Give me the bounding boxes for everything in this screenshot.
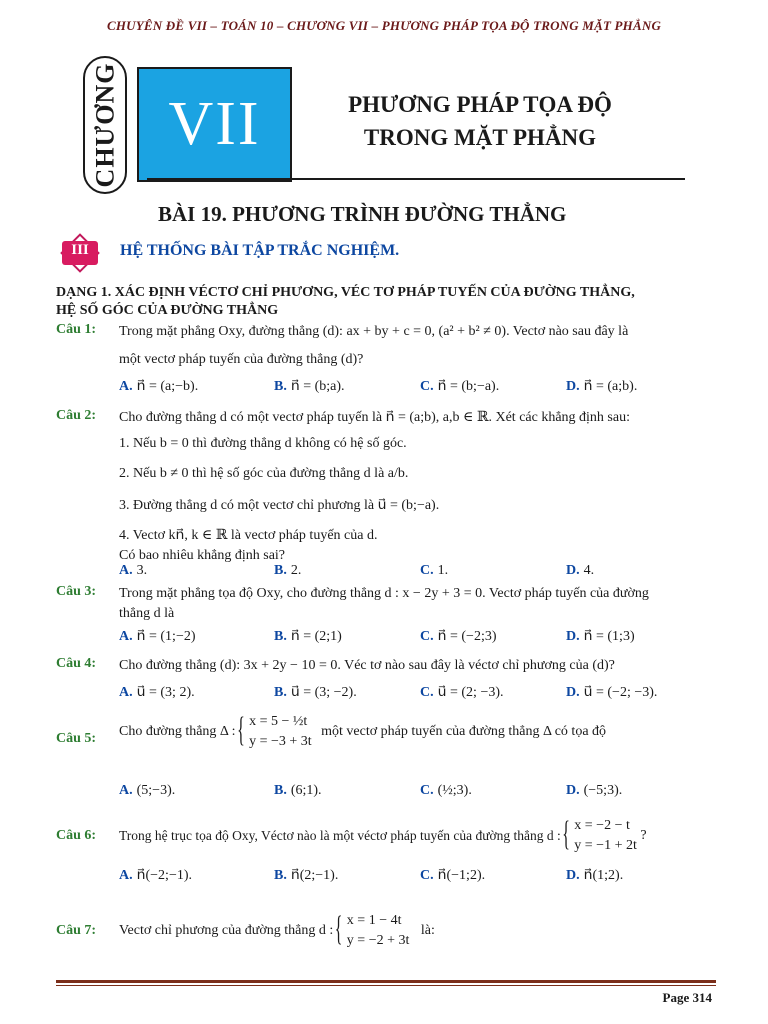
question-6-eq2: y = −1 + 2t <box>574 838 637 853</box>
question-5-post: một vectơ pháp tuyến của đường thẳng Δ có tọa độ <box>321 724 607 739</box>
q5-option-a <box>119 783 175 799</box>
question-2-statement4: 4. Vectơ kn⃗, k ∈ ℝ là vectơ pháp tuyến của d. <box>119 528 378 543</box>
q2-option-a <box>119 563 147 579</box>
option-letter: C. <box>420 629 434 644</box>
q2-option-b <box>274 563 301 579</box>
option-letter: D. <box>566 868 580 883</box>
option-value: 1. <box>437 563 449 578</box>
q3-option-b <box>274 628 342 645</box>
q3-option-d <box>566 628 635 645</box>
option-letter: B. <box>274 685 287 700</box>
q1-option-c <box>420 378 499 395</box>
option-letter: A. <box>119 783 133 798</box>
question-3-text <box>119 584 719 624</box>
option-letter: C. <box>420 563 434 578</box>
q1-option-b <box>274 378 345 395</box>
question-3-line1: Trong mặt phẳng tọa độ Oxy, cho đường thẳng d : x − 2y + 3 = 0. Vectơ pháp tuyến của đường <box>119 586 649 601</box>
page-number: Page 314 <box>662 990 712 1005</box>
question-6-pre: Trong hệ trục tọa độ Oxy, Véctơ nào là một véctơ pháp tuyến của đường thẳng d : <box>119 828 561 843</box>
option-value: u⃗ = (3; 2). <box>136 685 195 700</box>
question-5-label: Câu 5: <box>56 731 97 746</box>
question-4-line1: Cho đường thẳng (d): 3x + 2y − 10 = 0. Véc tơ nào sau đây là véctơ chỉ phương của (d)? <box>119 658 615 673</box>
option-letter: B. <box>274 563 287 578</box>
question-1-line1: Trong mặt phẳng Oxy, đường thẳng (d): ax + by + c = 0, (a² + b² ≠ 0). Vectơ nào sau đây là <box>119 324 629 339</box>
problem-type-line2: HỆ SỐ GÓC CỦA ĐƯỜNG THẲNG <box>56 303 279 318</box>
q1-option-a <box>119 378 198 395</box>
q6-option-b <box>274 867 338 884</box>
q5-option-d <box>566 783 622 799</box>
question-6-post: ? <box>640 828 647 843</box>
option-value: (6;1). <box>290 783 322 798</box>
section-numeral: III <box>71 242 89 258</box>
chapter-title-line2: TRONG MẶT PHẲNG <box>363 125 597 150</box>
option-letter: B. <box>274 783 287 798</box>
chapter-numeral: VII <box>168 90 261 158</box>
question-3-line2: thẳng d là <box>119 606 175 621</box>
chapter-number-box <box>137 67 292 182</box>
q3-option-c <box>420 628 497 645</box>
chapter-title <box>300 88 660 154</box>
q1-option-d <box>566 378 637 395</box>
option-letter: C. <box>420 868 434 883</box>
question-2-statement3: 3. Đường thẳng d có một vectơ chỉ phương là u⃗ = (b;−a). <box>119 498 440 513</box>
question-2-statement2: 2. Nếu b ≠ 0 thì hệ số góc của đường thẳng d là a/b. <box>119 466 409 481</box>
question-7-eq2: y = −2 + 3t <box>346 933 410 948</box>
question-7-eq1: { x = 1 − 4t <box>346 913 402 928</box>
question-7-post: là: <box>420 923 435 938</box>
question-5-eq2: y = −3 + 3t <box>249 734 312 749</box>
question-6-eq1: { x = −2 − t <box>574 818 630 833</box>
question-1-line2: một vectơ pháp tuyến của đường thẳng (d)? <box>119 352 364 367</box>
option-letter: D. <box>566 563 580 578</box>
option-value: n⃗ = (2;1) <box>290 629 342 644</box>
option-value: n⃗ = (b;−a). <box>437 379 500 394</box>
option-letter: C. <box>420 379 434 394</box>
option-value: (5;−3). <box>136 783 176 798</box>
option-value: n⃗(−1;2). <box>437 868 486 883</box>
footer-divider-thin <box>56 985 716 986</box>
q4-option-a <box>119 684 195 701</box>
question-7-text <box>119 911 719 951</box>
option-letter: A. <box>119 629 133 644</box>
question-1-text <box>119 322 719 370</box>
question-7-pre: Vectơ chỉ phương của đường thẳng d : <box>119 923 334 938</box>
option-letter: D. <box>566 629 580 644</box>
footer-divider <box>56 980 716 983</box>
option-value: n⃗ = (a;−b). <box>136 379 199 394</box>
problem-type-line1: DẠNG 1. XÁC ĐỊNH VÉCTƠ CHỈ PHƯƠNG, VÉC TƠ PHÁP TUYẾN CỦA ĐƯỜNG THẲNG, <box>56 285 635 300</box>
q6-option-a <box>119 867 192 884</box>
option-value: (−5;3). <box>583 783 623 798</box>
option-letter: D. <box>566 783 580 798</box>
chapter-title-line1: PHƯƠNG PHÁP TỌA ĐỘ <box>348 92 612 117</box>
lesson-title: BÀI 19. PHƯƠNG TRÌNH ĐƯỜNG THẲNG <box>158 202 567 226</box>
option-letter: C. <box>420 685 434 700</box>
chapter-vertical-label <box>83 56 127 194</box>
question-2-label: Câu 2: <box>56 408 97 423</box>
chapter-vertical-text: CHƯƠNG <box>90 62 120 188</box>
q6-option-d <box>566 867 623 884</box>
option-value: n⃗ = (1;3) <box>583 629 635 644</box>
question-2-line1: Cho đường thẳng d có một vectơ pháp tuyến là n⃗ = (a;b), a,b ∈ ℝ. Xét các khẳng định sau: <box>119 410 630 425</box>
question-2-statement1: 1. Nếu b = 0 thì đường thẳng d không có hệ số góc. <box>119 436 407 451</box>
q4-option-d <box>566 684 657 701</box>
question-2-ask: Có bao nhiêu khẳng định sai? <box>119 548 286 563</box>
question-5-text <box>119 712 719 752</box>
option-letter: B. <box>274 629 287 644</box>
question-4-label: Câu 4: <box>56 656 97 671</box>
q4-option-b <box>274 684 357 701</box>
option-value: 4. <box>583 563 595 578</box>
title-divider <box>147 178 685 180</box>
option-value: 3. <box>136 563 148 578</box>
question-2-text <box>119 408 719 566</box>
option-letter: A. <box>119 685 133 700</box>
question-7-label: Câu 7: <box>56 923 97 938</box>
section-title: HỆ THỐNG BÀI TẬP TRẮC NGHIỆM. <box>120 242 400 259</box>
q5-option-c <box>420 783 472 799</box>
option-letter: A. <box>119 379 133 394</box>
option-letter: D. <box>566 685 580 700</box>
q4-option-c <box>420 684 504 701</box>
question-5-pre: Cho đường thẳng Δ : <box>119 724 236 739</box>
option-value: (½;3). <box>437 783 472 798</box>
option-letter: A. <box>119 563 133 578</box>
option-value: u⃗ = (−2; −3). <box>583 685 658 700</box>
option-letter: D. <box>566 379 580 394</box>
option-value: n⃗ = (1;−2) <box>136 629 196 644</box>
option-letter: C. <box>420 783 434 798</box>
q2-option-c <box>420 563 448 579</box>
option-value: u⃗ = (2; −3). <box>437 685 504 700</box>
question-6-label: Câu 6: <box>56 828 97 843</box>
option-letter: B. <box>274 868 287 883</box>
q5-option-b <box>274 783 322 799</box>
option-value: n⃗(1;2). <box>583 868 624 883</box>
problem-type-heading <box>56 284 716 320</box>
section-badge <box>56 235 104 271</box>
option-value: n⃗(2;−1). <box>290 868 339 883</box>
q2-option-d <box>566 563 594 579</box>
option-value: 2. <box>290 563 302 578</box>
question-6-system <box>564 816 637 856</box>
option-letter: A. <box>119 868 133 883</box>
option-value: u⃗ = (3; −2). <box>290 685 357 700</box>
running-header: CHUYÊN ĐỀ VII – TOÁN 10 – CHƯƠNG VII – PHƯƠNG PHÁP TỌA ĐỘ TRONG MẶT PHẲNG <box>106 18 662 33</box>
question-3-label: Câu 3: <box>56 584 97 599</box>
q3-option-a <box>119 628 196 645</box>
question-5-eq1: { x = 5 − ½t <box>249 714 308 729</box>
option-value: n⃗(−2;−1). <box>136 868 193 883</box>
option-value: n⃗ = (b;a). <box>290 379 345 394</box>
question-6-text <box>119 816 729 856</box>
option-value: n⃗ = (−2;3) <box>437 629 497 644</box>
question-4-text <box>119 656 719 676</box>
option-letter: B. <box>274 379 287 394</box>
q6-option-c <box>420 867 485 884</box>
question-5-system <box>239 712 312 752</box>
question-7-system <box>337 911 410 951</box>
option-value: n⃗ = (a;b). <box>583 379 638 394</box>
question-1-label: Câu 1: <box>56 322 97 337</box>
